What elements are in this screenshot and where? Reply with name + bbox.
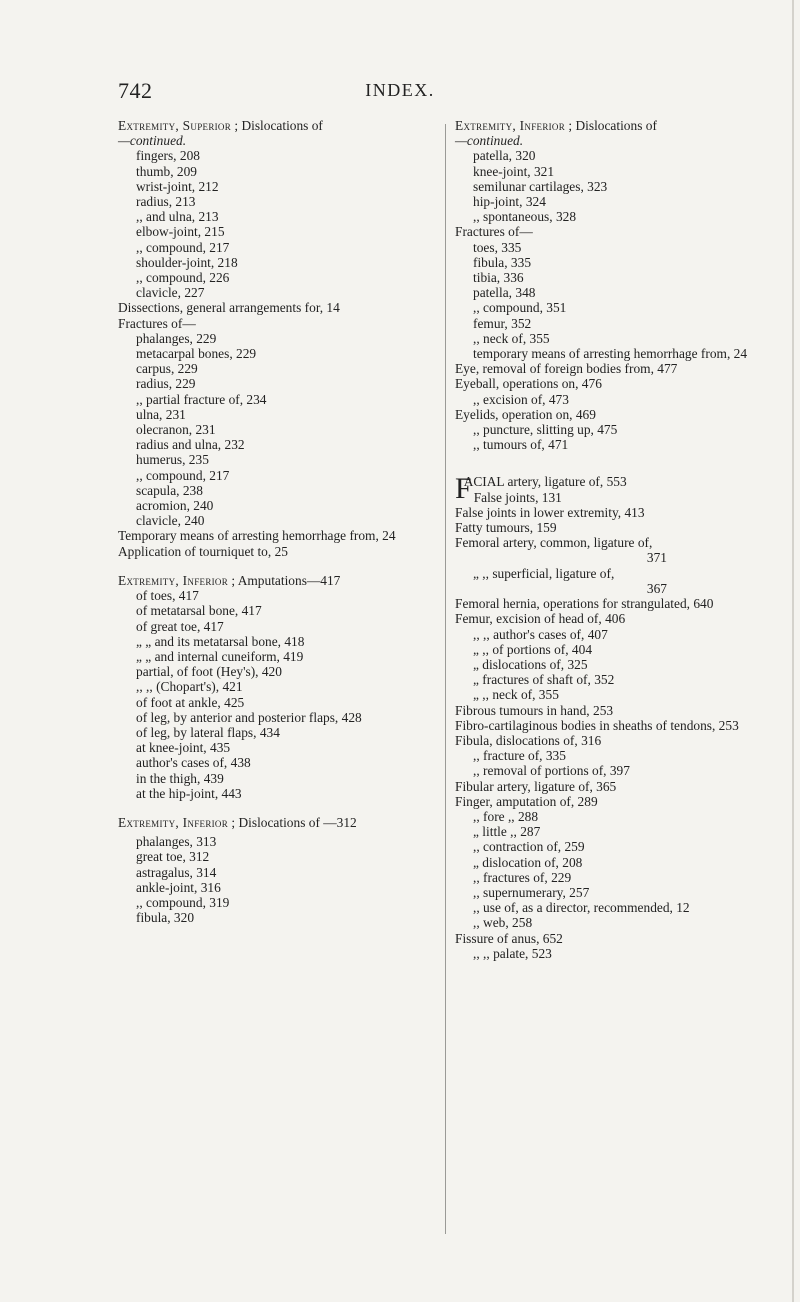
index-entry: Finger, amputation of, 289 [455, 793, 598, 809]
index-subentry: ,, contraction of, 259 [473, 839, 585, 855]
index-subentry: phalanges, 229 [136, 330, 217, 346]
index-subentry: ,, use of, as a director, recommended, 12 [473, 900, 690, 916]
index-subentry: at the hip-joint, 443 [136, 785, 242, 801]
index-subentry: partial, of foot (Hey's), 420 [136, 664, 282, 680]
index-subentry: ,, supernumerary, 257 [473, 884, 590, 900]
index-subentry: thumb, 209 [136, 163, 198, 179]
heading-term: Extremity, Inferior [455, 118, 566, 133]
index-entry: Application of tourniquet to, 25 [118, 543, 288, 559]
index-entry: Eye, removal of foreign bodies from, 477 [455, 361, 678, 377]
heading-rest: ; Dislocations of [231, 118, 323, 133]
index-subentry: „ dislocations of, 325 [473, 656, 588, 672]
continued-note: —continued. [118, 133, 187, 149]
index-subentry: humerus, 235 [136, 452, 209, 468]
index-subentry: ankle-joint, 316 [136, 879, 221, 895]
index-subentry: radius, 213 [136, 194, 196, 210]
section-gap [118, 801, 436, 815]
index-subentry: of foot at ankle, 425 [136, 694, 245, 710]
heading-term: Extremity, Superior [118, 118, 232, 133]
index-subentry: ,, puncture, slitting up, 475 [473, 422, 618, 438]
index-entry: False joints, 131 [473, 489, 562, 505]
heading-rest: ; Dislocations of [565, 118, 657, 133]
heading-rest: ; Amputations—417 [228, 572, 341, 588]
index-subentry: elbow-joint, 215 [136, 224, 225, 240]
index-subentry: „ „ and its metatarsal bone, 418 [136, 633, 305, 649]
index-subentry: patella, 320 [473, 148, 536, 164]
index-heading [455, 118, 777, 133]
index-subentry: ,, web, 258 [473, 915, 533, 931]
heading-term: Extremity, Inferior [118, 814, 229, 830]
index-subentry: ,, fracture of, 335 [473, 748, 566, 764]
index-subentry: ,, fore ,, 288 [473, 808, 539, 824]
index-subentry: of metatarsal bone, 417 [136, 603, 262, 619]
index-subentry: hip-joint, 324 [473, 194, 546, 210]
index-subentry: phalanges, 313 [136, 834, 217, 850]
index-subentry: ,, ,, palate, 523 [473, 945, 552, 961]
index-subentry: clavicle, 227 [136, 285, 205, 301]
page-ref: 367 [646, 580, 667, 596]
index-entry: Fissure of anus, 652 [455, 930, 563, 946]
index-entry: Femoral artery, common, ligature of, [455, 535, 653, 551]
index-entry: Fatty tumours, 159 [455, 520, 557, 536]
index-subentry: „ ,, neck of, 355 [473, 687, 559, 703]
index-entry: Fibula, dislocations of, 316 [455, 732, 602, 748]
index-subentry: great toe, 312 [136, 849, 210, 865]
index-subentry: ,, partial fracture of, 234 [136, 391, 267, 407]
index-subentry: ,, removal of portions of, 397 [473, 763, 630, 779]
index-subentry: ,, spontaneous, 328 [473, 209, 577, 225]
index-subentry: ,, compound, 351 [473, 300, 567, 316]
index-subentry: radius, 229 [136, 376, 196, 392]
index-subentry: of leg, by anterior and posterior flaps, 428 [136, 709, 362, 725]
index-subentry: in the thigh, 439 [136, 770, 224, 786]
index-entry: Temporary means of arresting hemorrhage from, 24 [118, 528, 396, 544]
page-edge [792, 0, 794, 1302]
index-subentry: astragalus, 314 [136, 864, 217, 880]
index-subentry: knee-joint, 321 [473, 163, 555, 179]
index-subentry: „ little ,, 287 [473, 824, 541, 840]
index-subentry: ,, and ulna, 213 [136, 209, 219, 225]
column-divider [445, 124, 446, 1234]
index-subentry: olecranon, 231 [136, 422, 216, 438]
index-subentry: tibia, 336 [473, 270, 524, 286]
section-gap [455, 452, 777, 474]
index-subentry: clavicle, 240 [136, 513, 205, 529]
index-subentry: ,, ,, (Chopart's), 421 [136, 679, 243, 695]
index-entry: Fibro-cartilaginous bodies in sheaths of tendons, 253 [455, 717, 739, 733]
left-column [118, 118, 436, 925]
index-subentry: author's cases of, 438 [136, 755, 251, 771]
index-subentry: at knee-joint, 435 [136, 740, 231, 756]
index-subentry: ,, compound, 217 [136, 239, 230, 255]
facial-entry: ACIAL artery, ligature of, 553 [463, 474, 627, 490]
heading-rest: ; Dislocations of —312 [228, 814, 357, 830]
index-subentry: ,, compound, 319 [136, 894, 230, 910]
index-entry: Dissections, general arrangements for, 14 [118, 300, 340, 316]
running-title: INDEX. [365, 80, 435, 100]
index-subentry: fingers, 208 [136, 148, 200, 164]
index-entry: Femur, excision of head of, 406 [455, 611, 626, 627]
index-subentry: „ ,, of portions of, 404 [473, 641, 593, 657]
index-subentry: ,, fractures of, 229 [473, 869, 572, 885]
index-subentry: „ „ and internal cuneiform, 419 [136, 648, 304, 664]
index-subentry: ,, ,, author's cases of, 407 [473, 626, 608, 642]
index-heading [118, 118, 436, 133]
index-subentry: ,, tumours of, 471 [473, 437, 569, 453]
index-subentry: femur, 352 [473, 315, 532, 331]
index-entry: Fractures of— [455, 224, 533, 240]
index-subentry: of great toe, 417 [136, 618, 224, 634]
index-subentry: „ ,, superficial, ligature of, [473, 565, 615, 581]
index-subentry: ,, excision of, 473 [473, 391, 569, 407]
index-entry: Fibrous tumours in hand, 253 [455, 702, 614, 718]
index-subentry: carpus, 229 [136, 361, 198, 377]
index-subentry: of toes, 417 [136, 588, 199, 604]
index-subentry: wrist-joint, 212 [136, 178, 219, 194]
index-subentry: ,, neck of, 355 [473, 330, 550, 346]
index-entry: Fractures of— [118, 315, 196, 331]
index-subentry: metacarpal bones, 229 [136, 346, 257, 362]
drop-cap: F [455, 472, 472, 506]
index-subentry: „ fractures of shaft of, 352 [473, 672, 615, 688]
index-subentry: acromion, 240 [136, 498, 214, 514]
page-number: 742 [118, 78, 153, 103]
index-subentry: ,, compound, 226 [136, 270, 230, 286]
index-subentry: patella, 348 [473, 285, 536, 301]
index-subentry: fibula, 335 [473, 254, 532, 270]
continued-note: —continued. [455, 133, 524, 149]
index-subentry: ulna, 231 [136, 406, 186, 422]
index-subentry: ,, compound, 217 [136, 467, 230, 483]
index-entry: Fibular artery, ligature of, 365 [455, 778, 617, 794]
index-entry: False joints in lower extremity, 413 [455, 504, 645, 520]
section-gap [118, 559, 436, 573]
index-subentry: radius and ulna, 232 [136, 437, 245, 453]
right-column [455, 118, 777, 961]
index-entry: Eyeball, operations on, 476 [455, 376, 602, 392]
index-heading [118, 815, 436, 830]
page-header [118, 78, 682, 108]
index-entry: Femoral hernia, operations for strangulated, 640 [455, 596, 714, 612]
index-subentry: of leg, by lateral flaps, 434 [136, 724, 280, 740]
index-entry: Eyelids, operation on, 469 [455, 406, 596, 422]
index-subentry: scapula, 238 [136, 482, 203, 498]
index-subentry: „ dislocation of, 208 [473, 854, 583, 870]
index-subentry: shoulder-joint, 218 [136, 254, 238, 270]
index-heading [118, 573, 436, 588]
heading-term: Extremity, Inferior [118, 572, 229, 588]
index-subentry: fibula, 320 [136, 910, 195, 926]
index-subentry: semilunar cartilages, 323 [473, 178, 608, 194]
index-subentry: temporary means of arresting hemorrhage from, 24 [473, 346, 748, 362]
index-subentry: toes, 335 [473, 239, 522, 255]
page-ref: 371 [646, 550, 667, 566]
